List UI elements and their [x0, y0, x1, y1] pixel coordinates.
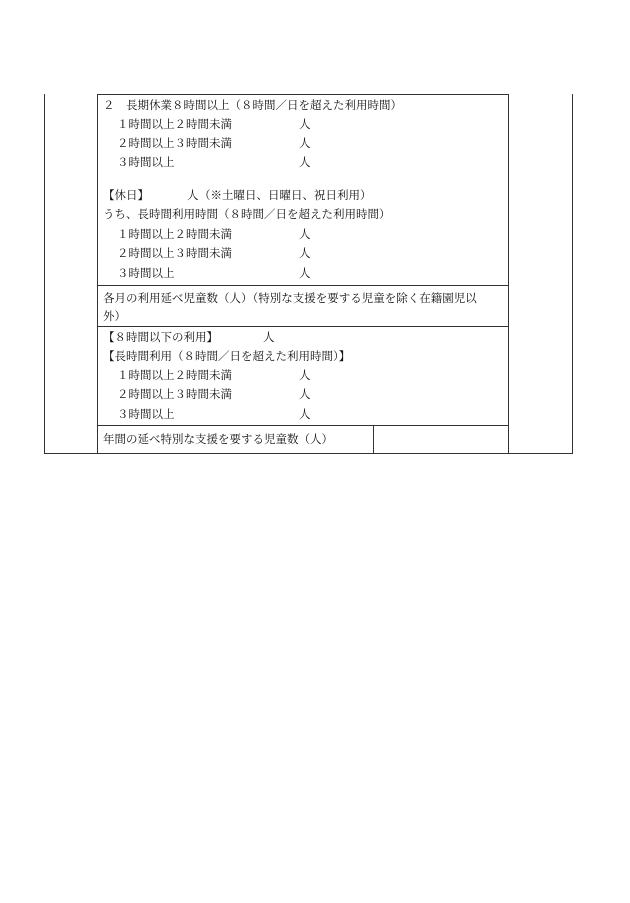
monthly-heading-line2: 外） [103, 309, 126, 323]
monthly-row-unit: 人 [299, 407, 311, 421]
monthly-heading-line1: 各月の利用延べ児童数（人）（特別な支援を要する児童を除く在籍園児以 [103, 291, 477, 305]
holiday-row-label: １時間以上２時間未満 [117, 227, 232, 241]
section2-row-label: ３時間以上 [117, 155, 175, 169]
monthly-heading-divider [97, 326, 508, 327]
top-border [97, 94, 508, 95]
holiday-row-unit: 人 [299, 246, 311, 260]
annual-value-field[interactable] [374, 426, 507, 453]
inner-right-border [508, 94, 509, 453]
long-use-title: 【長時間利用（８時間／日を超えた利用時間）】 [103, 349, 351, 363]
monthly-row-label: １時間以上２時間未満 [117, 368, 232, 382]
holiday-label: 【休日】 [103, 188, 149, 202]
section2-row-label: ２時間以上３時間未満 [117, 136, 232, 150]
section2-row-label: １時間以上２時間未満 [117, 117, 232, 131]
inner-left-border [97, 94, 98, 453]
monthly-row-label: ２時間以上３時間未満 [117, 387, 232, 401]
monthly-divider [97, 285, 508, 286]
holiday-row-label: ３時間以上 [117, 266, 175, 280]
section2-row-unit: 人 [299, 155, 311, 169]
holiday-note: （※土曜日、日曜日、祝日利用） [199, 188, 372, 202]
childcare-usage-form [44, 94, 573, 454]
holiday-row-label: ２時間以上３時間未満 [117, 246, 232, 260]
annual-label: 年間の延べ特別な支援を要する児童数（人） [103, 432, 333, 446]
holiday-row-unit: 人 [299, 227, 311, 241]
under8-unit: 人 [263, 330, 275, 344]
holiday-unit: 人 [187, 188, 199, 202]
section2-row-unit: 人 [299, 136, 311, 150]
monthly-row-label: ３時間以上 [117, 407, 175, 421]
section2-row-unit: 人 [299, 117, 311, 131]
holiday-row-unit: 人 [299, 266, 311, 280]
section2-title: ２ 長期休業８時間以上（８時間／日を超えた利用時間） [103, 98, 402, 112]
monthly-row-unit: 人 [299, 368, 311, 382]
holiday-sub-title: うち、長時間利用時間（８時間／日を超えた利用時間） [103, 207, 391, 221]
monthly-row-unit: 人 [299, 387, 311, 401]
under8-label: 【８時間以下の利用】 [103, 330, 218, 344]
